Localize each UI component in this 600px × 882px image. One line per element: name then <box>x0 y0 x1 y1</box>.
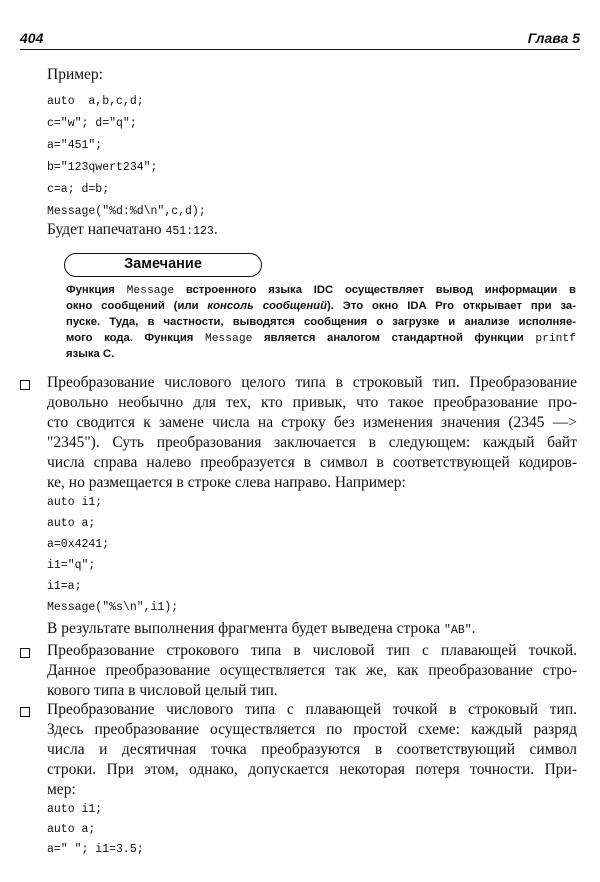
example-label: Пример: <box>47 66 103 83</box>
item-text-line: Преобразование строкового типа в числовой тип с плавающей точкой. <box>47 642 577 659</box>
code-line: i1=a; <box>47 580 82 593</box>
item-text-line: мер: <box>47 781 76 798</box>
code-line: b="123qwert234"; <box>47 161 158 174</box>
item-text-line: числа справа налево преобразуется в символ в соответствующей кодиров- <box>47 454 577 471</box>
item-text-line: Преобразование числового целого типа в строковый тип. Преобразование <box>47 374 577 391</box>
checkbox-bullet-icon <box>20 380 30 390</box>
inline-code: "AB" <box>444 624 472 637</box>
item-text-line: ке, но размещается в строке слева направо. Например: <box>47 474 406 491</box>
inline-code: 451:123 <box>165 225 214 238</box>
checkbox-bullet-icon <box>20 707 30 717</box>
checkbox-bullet-icon <box>20 648 30 658</box>
item-text-line: "2345"). Суть преобразования заключается в следующем: каждый байт <box>47 434 577 451</box>
note-line: пуске. Туда, в частности, выводятся сообщения о загрузке и анализе исполняе- <box>66 316 576 328</box>
item-text-line: строки. При этом, однако, допускается некоторая потеря точности. При- <box>47 761 577 778</box>
item-text-line: Данное преобразование осуществляется так же, как преобразование стро- <box>47 662 577 679</box>
item-text-line: Преобразование числового типа с плавающей точкой в строковый тип. <box>47 701 577 718</box>
code-line: auto i1; <box>47 803 103 816</box>
code-line: c="w"; d="q"; <box>47 117 137 130</box>
example-result: Будет напечатано 451:123. <box>47 221 218 238</box>
page-header <box>20 26 580 50</box>
code-line: auto a,b,c,d; <box>47 95 144 108</box>
code-line: a="451"; <box>47 139 103 152</box>
note-line: языка С. <box>66 348 115 360</box>
page-number: 404 <box>20 30 44 46</box>
code-line: auto a; <box>47 517 96 530</box>
code-line: auto a; <box>47 823 96 836</box>
note-line: окно сообщений (или консоль сообщений). Это окно IDA Pro открывает при за- <box>66 300 576 312</box>
item-text-line: довольно необычно для тех, кто привык, что такое преобразование про- <box>47 394 577 411</box>
code-line: a=" "; i1=3.5; <box>47 843 144 856</box>
note-line: Функция Message встроенного языка IDC осуществляет вывод информации в <box>66 284 576 297</box>
inline-code: Message <box>204 333 253 345</box>
inline-code: printf <box>535 333 576 345</box>
inline-code: Message <box>126 285 175 297</box>
note-title: Замечание <box>124 256 202 272</box>
item-text-line: кового типа в числовой целый тип. <box>47 682 278 699</box>
item-text-line: сто сводится к замене числа на строку без изменения значения (2345 —> <box>47 414 577 431</box>
code-line: c=a; d=b; <box>47 183 110 196</box>
header-rule <box>20 49 580 50</box>
note-line: мого кода. Функция Message является аналогом стандартной функции printf <box>66 332 576 345</box>
code-line: Message("%d:%d\n",c,d); <box>47 205 206 218</box>
code-line: a=0x4241; <box>47 538 110 551</box>
note-title-box <box>64 253 262 277</box>
item-text-line: числа и десятичная точка преобразуются в соответствующий символ <box>47 741 577 758</box>
code-line: Message("%s\n",i1); <box>47 601 179 614</box>
chapter-title: Глава 5 <box>527 30 580 46</box>
code-line: i1="q"; <box>47 559 96 572</box>
item-result: В результате выполнения фрагмента будет выведена строка "AB". <box>47 620 476 637</box>
code-line: auto i1; <box>47 496 103 509</box>
item-text-line: Здесь преобразование осуществляется по простой схеме: каждый разряд <box>47 721 577 738</box>
